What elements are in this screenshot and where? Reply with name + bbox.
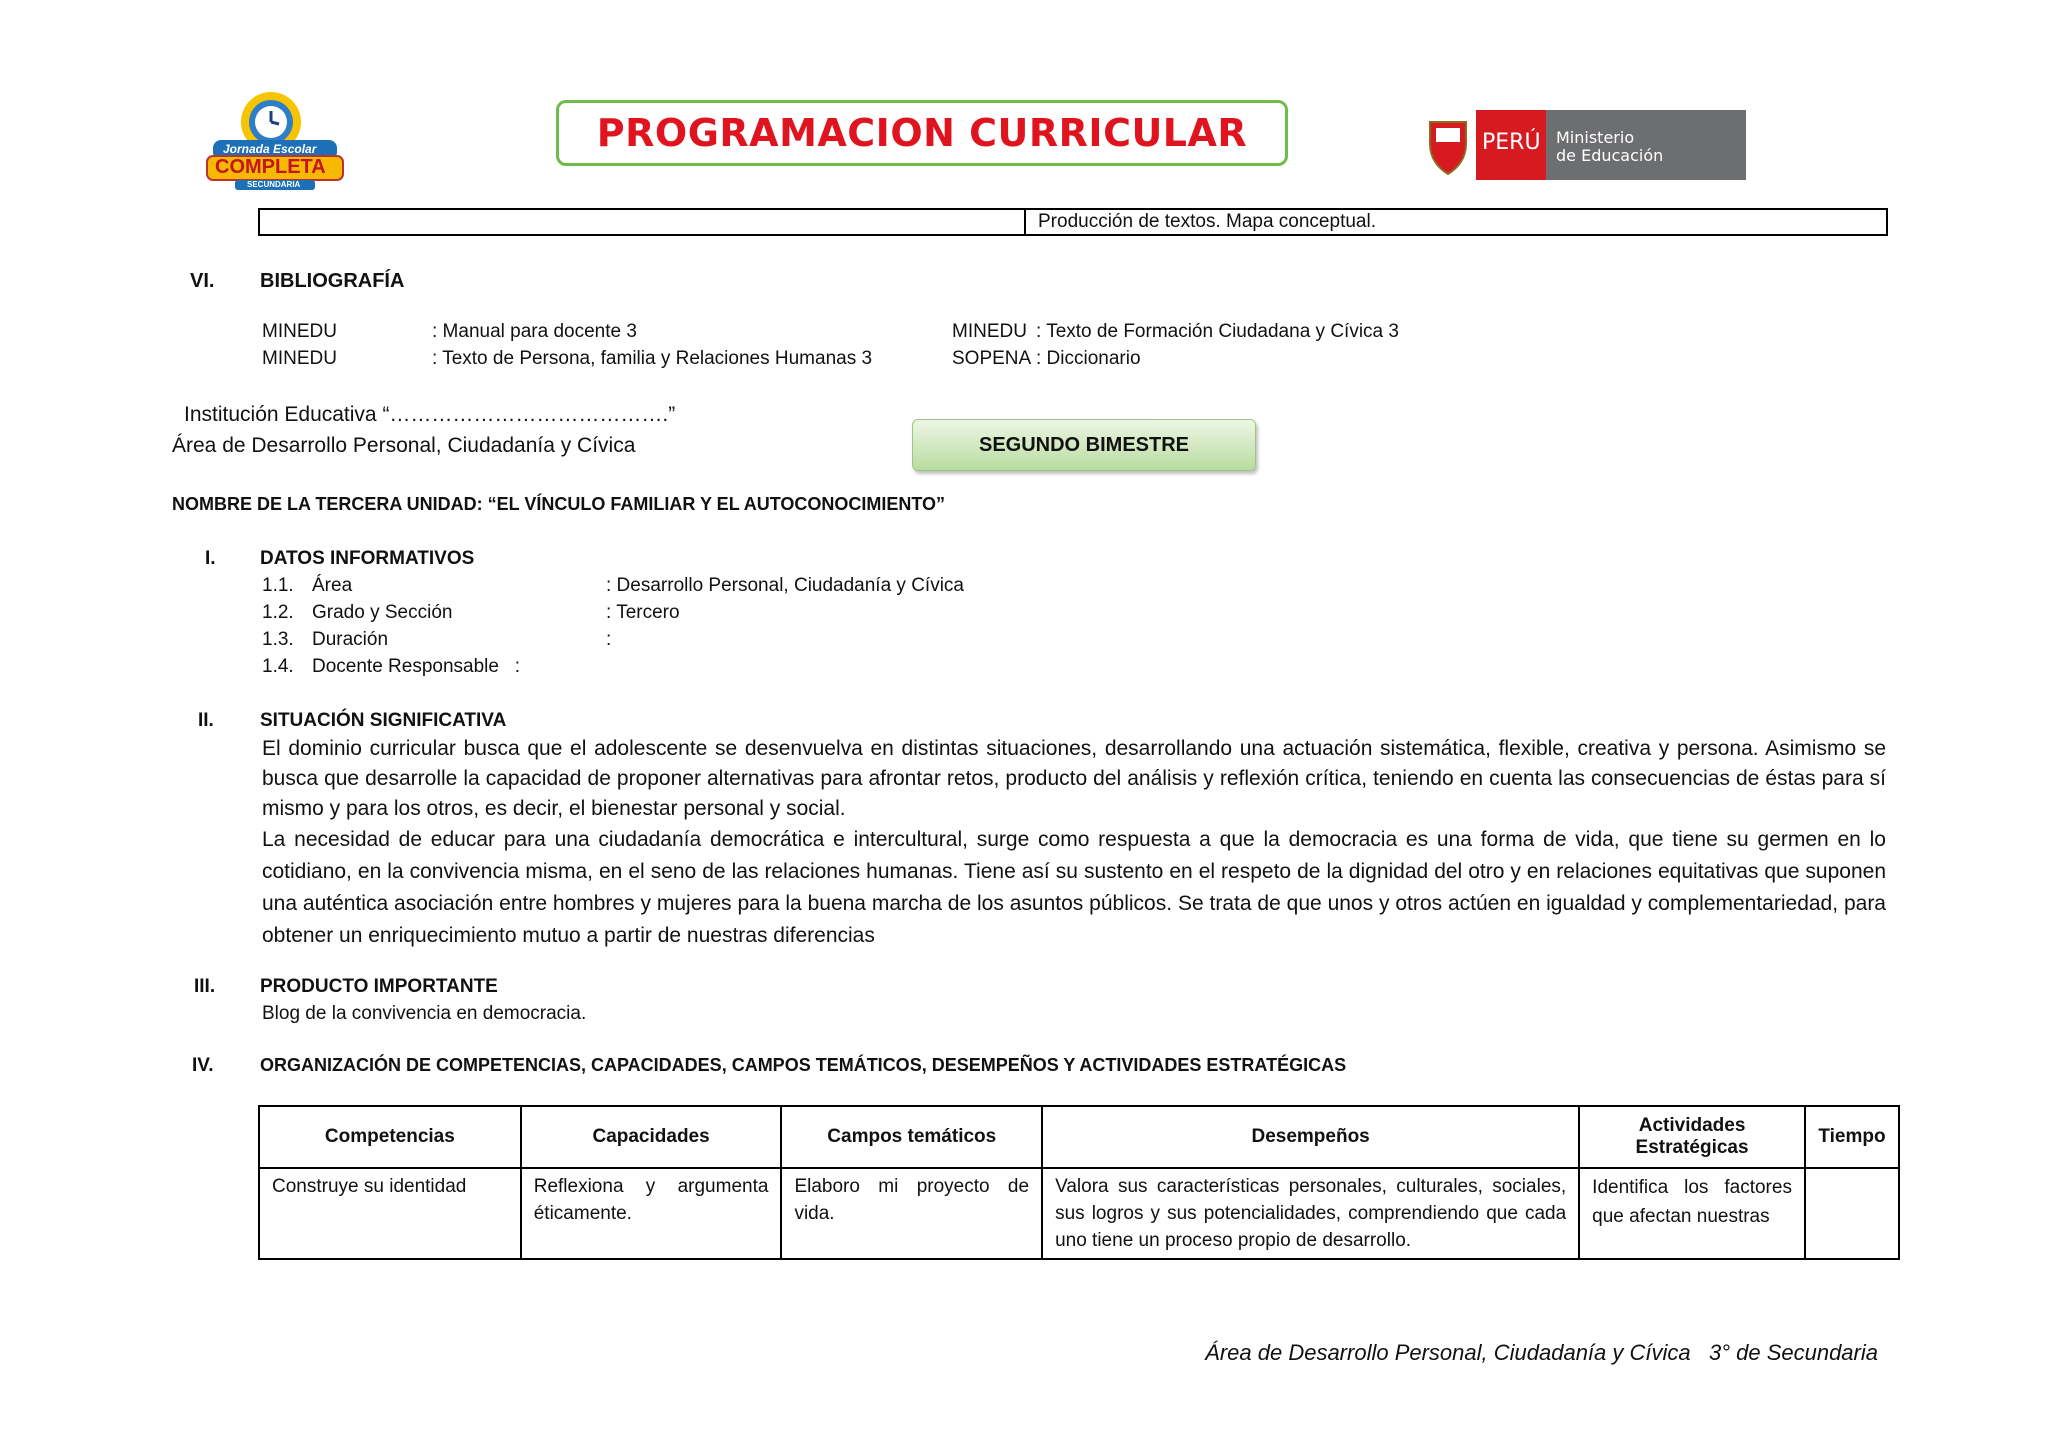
- section-number-iii: III.: [194, 976, 216, 997]
- institucion-label: Institución Educativa “………………………………….”: [184, 403, 676, 426]
- ministry-label-2: de Educación: [1556, 146, 1664, 165]
- datos-item-number: 1.1.: [262, 575, 294, 596]
- datos-item-value: : Desarrollo Personal, Ciudadanía y Cívica: [606, 575, 965, 596]
- table-header-cell: Capacidades: [521, 1106, 782, 1168]
- previous-table-cell-empty: [260, 210, 1026, 234]
- logo-text-jornada: Jornada Escolar: [223, 142, 317, 156]
- table-header-cell: Actividades Estratégicas: [1579, 1106, 1805, 1168]
- section-title-producto: PRODUCTO IMPORTANTE: [260, 976, 498, 997]
- bib-title: : Manual para docente 3: [432, 321, 637, 342]
- bib-author: MINEDU: [262, 321, 337, 342]
- bimestre-badge: SEGUNDO BIMESTRE: [912, 419, 1256, 471]
- datos-item-number: 1.2.: [262, 602, 294, 623]
- section-title-datos: DATOS INFORMATIVOS: [260, 548, 475, 569]
- datos-item-value: : Tercero: [606, 602, 680, 623]
- table-cell: Reflexiona y argumenta éticamente.: [521, 1168, 782, 1259]
- page-title: PROGRAMACION CURRICULAR: [596, 111, 1248, 155]
- table-cell: Identifica los factores que afectan nuestras: [1579, 1168, 1805, 1259]
- situacion-paragraph-1: El dominio curricular busca que el adolescente se desenvuelva en distintas situaciones, desarrollando una actuación sistemática, flexible, creativa y persona. Asimismo se busca que desarrolle la capacidad de proponer alternativas para afrontar retos, producto del análisis y reflexión crítica, teniendo en cuenta las consecuencias de éstas para sí mismo y para los otros, es decir, el bienestar personal y social.: [262, 737, 1886, 820]
- previous-table-cell: Producción de textos. Mapa conceptual.: [1038, 211, 1376, 232]
- table-header-row: [259, 1106, 1899, 1168]
- logo-text-secundaria: SECUNDARIA: [247, 180, 301, 189]
- bib-author: MINEDU: [952, 321, 1027, 342]
- section-number-i: I.: [205, 548, 216, 569]
- section-title-bibliografia: BIBLIOGRAFÍA: [260, 270, 405, 292]
- table-header-cell: Competencias: [259, 1106, 521, 1168]
- bib-title: : Texto de Formación Ciudadana y Cívica 3: [1036, 321, 1399, 342]
- ministry-label-1: Ministerio: [1556, 128, 1635, 147]
- jornada-escolar-logo: [205, 90, 345, 190]
- page-title-box: [556, 100, 1288, 166]
- bib-title: : Diccionario: [1036, 348, 1141, 369]
- datos-item-number: 1.3.: [262, 629, 294, 650]
- section-number-ii: II.: [198, 710, 214, 731]
- competencias-table: [258, 1105, 1900, 1260]
- datos-item-label: Área: [312, 575, 353, 596]
- datos-item-label: Grado y Sección: [312, 602, 453, 623]
- table-cell: Construye su identidad: [259, 1168, 521, 1259]
- table-row: [259, 1168, 1899, 1259]
- table-header-cell: Desempeños: [1042, 1106, 1579, 1168]
- bib-author: MINEDU: [262, 348, 337, 369]
- table-header-cell: Tiempo: [1805, 1106, 1899, 1168]
- datos-item-label: Docente Responsable :: [312, 656, 521, 677]
- table-header-cell: Campos temáticos: [781, 1106, 1042, 1168]
- minedu-logo: [1420, 110, 1746, 180]
- datos-item-value: :: [606, 629, 612, 650]
- section-number-iv: IV.: [192, 1055, 214, 1076]
- section-number-vi: VI.: [190, 270, 215, 292]
- table-cell: Elaboro mi proyecto de vida.: [781, 1168, 1042, 1259]
- producto-text: Blog de la convivencia en democracia.: [262, 1003, 587, 1024]
- area-label: Área de Desarrollo Personal, Ciudadanía y Cívica: [172, 434, 636, 457]
- peru-label: PERÚ: [1482, 130, 1541, 155]
- bib-title: : Texto de Persona, familia y Relaciones Humanas 3: [432, 348, 873, 369]
- situacion-paragraph-2: La necesidad de educar para una ciudadanía democrática e intercultural, surge como respuesta a que la democracia es una forma de vida, que tiene su germen en lo cotidiano, en la convivencia misma, en el seno de las relaciones humanas. Tiene así su sustento en el respeto de la dignidad del otro y en relaciones equitativas que suponen una auténtica asociación entre hombres y mujeres para la buena marcha de los asuntos públicos. Se trata de que unos y otros actúen en igualdad y complementariedad, para obtener un enriquecimiento mutuo a partir de nuestras diferencias: [262, 828, 1886, 947]
- table-cell: Valora sus características personales, culturales, sociales, sus logros y sus potencialidades, comprendiendo que cada uno tiene un proceso propio de desarrollo.: [1042, 1168, 1579, 1259]
- datos-item-label: Duración: [312, 629, 389, 650]
- section-title-organizacion: ORGANIZACIÓN DE COMPETENCIAS, CAPACIDADES, CAMPOS TEMÁTICOS, DESEMPEÑOS Y ACTIVIDADES ESTRATÉGICAS: [260, 1055, 1347, 1075]
- logo-text-completa: COMPLETA: [215, 156, 326, 178]
- section-title-situacion: SITUACIÓN SIGNIFICATIVA: [260, 710, 507, 731]
- unit-name: NOMBRE DE LA TERCERA UNIDAD: “EL VÍNCULO FAMILIAR Y EL AUTOCONOCIMIENTO”: [172, 494, 946, 514]
- page-footer: Área de Desarrollo Personal, Ciudadanía y Cívica 3° de Secundaria: [1205, 1340, 1878, 1365]
- previous-table-row: [258, 208, 1888, 236]
- datos-item-number: 1.4.: [262, 656, 294, 677]
- table-cell: [1805, 1168, 1899, 1259]
- bib-author: SOPENA: [952, 348, 1032, 369]
